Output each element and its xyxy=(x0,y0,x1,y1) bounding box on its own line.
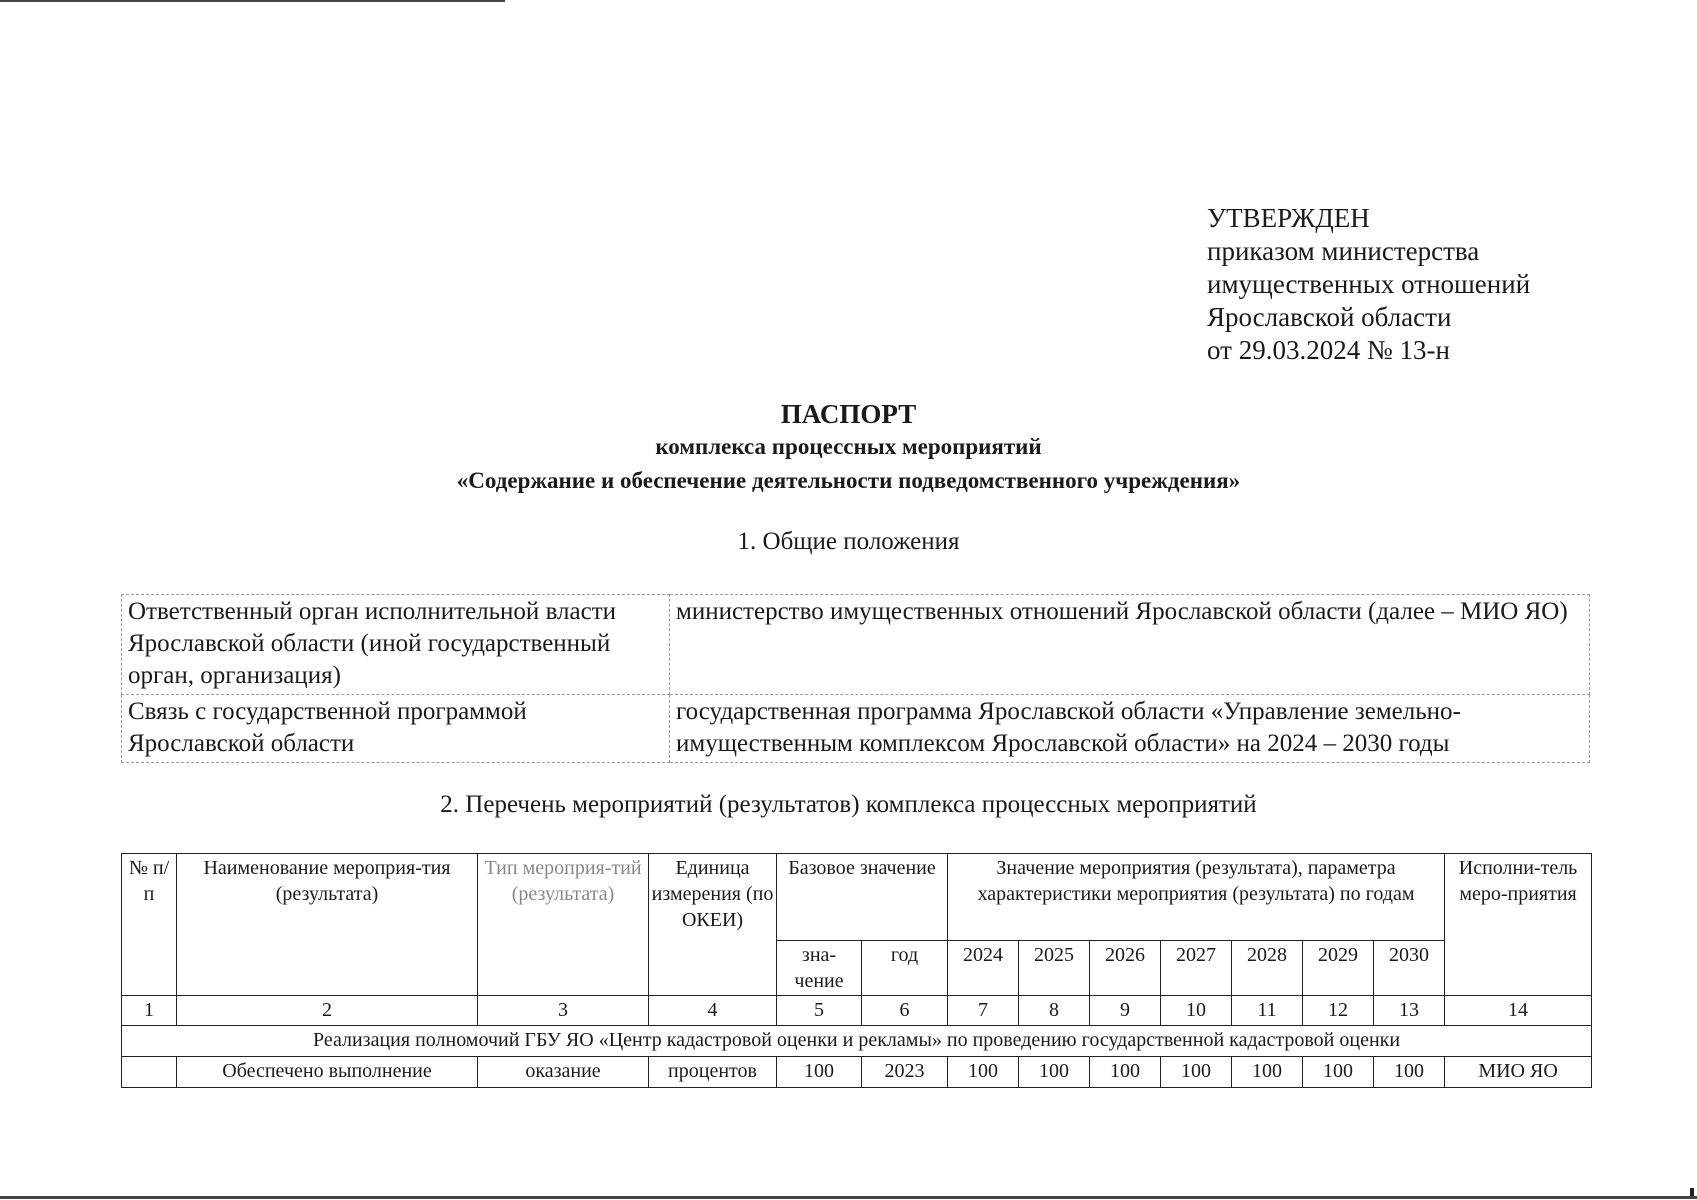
header-type: Тип мероприя-тий (результата) xyxy=(478,854,649,996)
approval-status: УТВЕРЖДЕН xyxy=(1207,203,1370,233)
column-number: 10 xyxy=(1161,996,1232,1026)
header-name: Наименование мероприя-тия (результата) xyxy=(177,854,478,996)
scan-corner-mark xyxy=(1690,1188,1694,1196)
general-value: министерство имущественных отношений Ярославской области (далее – МИО ЯО) xyxy=(670,595,1590,695)
section-1-heading: 1. Общие положения xyxy=(737,528,960,555)
general-info-table xyxy=(121,594,1590,763)
column-number: 9 xyxy=(1090,996,1161,1026)
approval-line: от 29.03.2024 № 13-н xyxy=(1207,335,1450,365)
row-type: оказание xyxy=(478,1057,649,1088)
approval-stamp xyxy=(1207,202,1530,367)
row-num xyxy=(122,1057,177,1088)
group-row xyxy=(122,1026,1592,1057)
approval-line: имущественных отношений xyxy=(1207,269,1531,299)
row-value: 100 xyxy=(1019,1057,1090,1088)
general-row xyxy=(122,595,1590,695)
column-number: 1 xyxy=(122,996,177,1026)
title-subtitle: «Содержание и обеспечение деятельности подведомственного учреждения» xyxy=(456,468,1241,493)
row-name: Обеспечено выполнение xyxy=(177,1057,478,1088)
title-subtitle: комплекса процессных мероприятий xyxy=(655,434,1042,459)
column-number: 14 xyxy=(1445,996,1592,1026)
header-base-value: зна-чение xyxy=(777,941,862,996)
column-number: 7 xyxy=(948,996,1019,1026)
column-number: 3 xyxy=(478,996,649,1026)
header-base-year: год xyxy=(862,941,948,996)
year-cell: 2027 xyxy=(1161,941,1232,996)
year-cell: 2024 xyxy=(948,941,1019,996)
column-number-row xyxy=(122,996,1592,1026)
year-cell: 2026 xyxy=(1090,941,1161,996)
row-base-value: 100 xyxy=(777,1057,862,1088)
column-number: 4 xyxy=(649,996,777,1026)
document-title xyxy=(0,398,1697,498)
year-cell: 2025 xyxy=(1019,941,1090,996)
row-value: 100 xyxy=(1090,1057,1161,1088)
general-value: государственная программа Ярославской области «Управление земельно-имущественным комплексом Ярославской области» на 2024 – 2030 годы xyxy=(670,695,1590,763)
column-number: 11 xyxy=(1232,996,1303,1026)
row-value: 100 xyxy=(1303,1057,1374,1088)
row-value: 100 xyxy=(1161,1057,1232,1088)
header-base: Базовое значение xyxy=(777,854,948,941)
approval-line: приказом министерства xyxy=(1207,236,1480,266)
header-values: Значение мероприятия (результата), параметра характеристики мероприятия (результата) по годам xyxy=(948,854,1445,941)
title-main: ПАСПОРТ xyxy=(780,399,917,429)
row-value: 100 xyxy=(1374,1057,1445,1088)
column-number: 8 xyxy=(1019,996,1090,1026)
general-label: Связь с государственной программой Ярославской области xyxy=(122,695,670,763)
column-number: 2 xyxy=(177,996,478,1026)
year-cell: 2029 xyxy=(1303,941,1374,996)
year-cell: 2028 xyxy=(1232,941,1303,996)
column-number: 5 xyxy=(777,996,862,1026)
row-value: 100 xyxy=(948,1057,1019,1088)
header-unit: Единица измерения (по ОКЕИ) xyxy=(649,854,777,996)
table-row xyxy=(122,1057,1592,1088)
row-unit: процентов xyxy=(649,1057,777,1088)
header-row xyxy=(122,854,1592,941)
group-title: Реализация полномочий ГБУ ЯО «Центр кадастровой оценки и рекламы» по проведению государственной кадастровой оценки xyxy=(122,1026,1592,1057)
header-num: № п/п xyxy=(122,854,177,996)
column-number: 12 xyxy=(1303,996,1374,1026)
measures-table xyxy=(121,853,1592,1088)
scan-edge-bottom xyxy=(0,1196,1697,1199)
general-label: Ответственный орган исполнительной власти Ярославской области (иной государственный орган, организация) xyxy=(122,595,670,695)
column-number: 6 xyxy=(862,996,948,1026)
row-value: 100 xyxy=(1232,1057,1303,1088)
row-base-year: 2023 xyxy=(862,1057,948,1088)
section-2-heading: 2. Перечень мероприятий (результатов) комплекса процессных мероприятий xyxy=(440,791,1257,818)
approval-line: Ярославской области xyxy=(1207,302,1452,332)
general-row xyxy=(122,695,1590,763)
row-executor: МИО ЯО xyxy=(1445,1057,1592,1088)
scan-edge-top xyxy=(0,0,505,2)
column-number: 13 xyxy=(1374,996,1445,1026)
header-executor: Исполни-тель меро-приятия xyxy=(1445,854,1592,996)
year-cell: 2030 xyxy=(1374,941,1445,996)
